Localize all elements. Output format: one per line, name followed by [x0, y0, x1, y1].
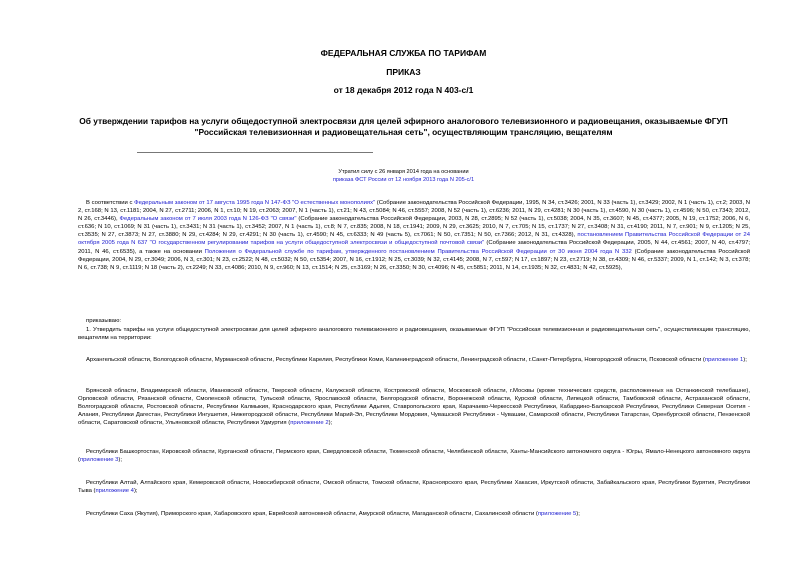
- region-tail-3: );: [118, 457, 122, 464]
- law-147-link[interactable]: Федеральным законом от 17 августа 1995 года N 147-ФЗ "О естественных монополиях": [134, 200, 376, 206]
- region-tail-2: );: [328, 420, 333, 427]
- appendix-2-link[interactable]: приложение 2: [290, 420, 329, 427]
- order-word: приказываю:: [86, 318, 122, 324]
- law-126-link[interactable]: Федеральным законом от 7 июля 2003 года N 126-ФЗ "О связи": [119, 216, 297, 223]
- doc-type: ПРИКАЗ: [386, 67, 421, 77]
- appendix-4-link[interactable]: приложение 4: [95, 488, 134, 495]
- lost-force-note: [0, 168, 807, 184]
- region-text-2: Брянской области, Владимирской области, Ивановской области, Тверской области, Калужской области, Костромской области, Московской области, г.Москвы (кроме технических средств, расположенных на Останкинской телебашне), Орловской области, Рязанской области, Смоленской области, Тульской области, Ярославской области, Белгородской области, Воронежской области, Курской области, Липецкой области, Тамбовской области, Астраханской области, Волгоградской области, Ростовской области, Республики Калмыкия, Краснодарского края, Республики Адыгея, Ставропольского края, Карачаево-Черкесской Республики, Кабардино-Балкарской Республики, Республики Северная Осетия - Алания, Республики Дагестан, Республики Ингушетия, Нижегородской области, Республики Марий-Эл, Республики Мордовия, Чувашской Республики - Чувашии, Самарской области, Республики Татарстан, Оренбургской области, Пензенской области, Саратовской области, Ульяновской области, Республики Удмуртия (: [78, 388, 750, 427]
- doc-date-number: от 18 декабря 2012 года N 403-с/1: [333, 85, 474, 95]
- region-text-5: Республики Саха (Якутия), Приморского края, Хабаровского края, Еврейской автономной области, Амурской области, Магаданской области, Сахалинской области (: [86, 511, 538, 517]
- lost-force-link[interactable]: приказа ФСТ России от 12 ноября 2013 года N 205-с/1: [332, 177, 475, 183]
- appendix-5-link[interactable]: приложение 5: [537, 511, 577, 517]
- region-tail-5: );: [576, 511, 580, 517]
- agency-name: ФЕДЕРАЛЬНАЯ СЛУЖБА ПО ТАРИФАМ: [320, 48, 487, 58]
- item-1: 1. Утвердить тарифы на услуги общедоступной электросвязи для целей эфирного аналогового телевизионного и радиовещания, оказываемые ФГУП "Российская телевизионная и радиовещательная сеть", осуществляющим трансляцию, вещателям на территории:: [78, 327, 750, 342]
- region-tail-4: );: [133, 488, 138, 495]
- resolution-637-link[interactable]: постановлением Правительства Российской Федерации от 24 октября 2005 года N 637 "О государственном регулировании тарифов на услуги общедоступной электросвязи и общедоступной почтовой связи": [78, 232, 750, 247]
- appendix-3-link[interactable]: приложение 3: [79, 457, 119, 464]
- region-text-3: Республики Башкортостан, Кировской области, Курганской области, Пермского края, Свердловской области, Тюменской области, Челябинской области, Ханты-Мансийского автономного округа - Югры, Ямало-Ненецкого автономного округа (: [78, 449, 750, 464]
- region-text-4: Республики Алтай, Алтайского края, Кемеровской области, Новосибирской области, Омской области, Томской области, Красноярского края, Республики Хакасия, Иркутской области, Забайкальского края, Республики Бурятия, Республики Тыва (: [78, 480, 750, 495]
- region-paragraph-2: [78, 387, 750, 427]
- preamble-text-4: (Собрание законодательства Российской Федерации, 2005, N 44, ст.4561; 2007, N 40, ст.4797; 2011, N 46, ст.6535), а также на основании: [78, 240, 750, 255]
- region-paragraph-4: [78, 479, 750, 495]
- lost-force-text: Утратил силу с 26 января 2014 года на основании: [338, 169, 469, 175]
- preamble-text-5: (Собрание законодательства Российской Федерации, 2004, N 29, ст.3049; 2006, N 3, ст.301; N 23, ст.2522; N 48, ст.5032; N 50, ст.5354; 2007, N 16, ст.1912; N 25, ст.3039; N 32, ст.4145; 2008, N 7, ст.597; N 17, ст.1897; N 23, ст.2719; N 38, ст.4309; N 46, ст.5337; 2009, N 1, ст.142; N 3, ст.378; N 6, ст.738; N 9, ст.1119; N 18 (часть 2), ст.2249; N 33, ст.4086; 2010, N 9, ст.960; N 13, ст.1514; N 25, ст.3169; N 26, ст.3350; N 30, ст.4096; N 45, ст.5851; 2011, N 14, ст.1935; N 32, ст.4831; N 42, ст.5925),: [78, 248, 750, 271]
- appendix-1-link[interactable]: приложение 1: [704, 357, 744, 363]
- preamble-text-2: (Собрание законодательства Российской Федерации, 1995, N 34, ст.3426; 2001, N 33 (часть 1), ст.3429; 2002, N 1 (часть 1), ст.2; 2003, N 2, ст.168; N 13, ст.1181; 2004, N 27, ст.2711; 2006, N 1, ст.10; N 19, ст.2063; 2007, N 1 (часть 1), ст.21; N 43, ст.5084; N 46, ст.5557; 2008, N 52 (часть 1), ст.6236; 2011, N 29, ст.4281; N 30 (часть 1), ст.4590, N 30 (часть 1), ст.4596; N 50, ст.7343; 2012, N 26, ст.3446),: [78, 200, 750, 223]
- preamble-paragraph: [78, 199, 750, 272]
- doc-title: [50, 116, 757, 138]
- region-paragraph-5: [78, 510, 750, 518]
- region-paragraph-3: [78, 448, 750, 464]
- region-tail-1: );: [743, 357, 747, 363]
- preamble-text-1: В соответствии с: [86, 200, 135, 206]
- region-text-1: Архангельской области, Вологодской области, Мурманской области, Республики Карелия, Республики Коми, Калининградской области, Ленинградской области, г.Санкт-Петербурга, Новгородской области, Псковской области (: [86, 357, 705, 363]
- doc-title-line1: Об утверждении тарифов на услуги общедоступной электросвязи для целей эфирного аналогового телевизионного и радиовещания, оказываемые ФГУП: [79, 116, 728, 126]
- doc-title-line2: "Российская телевизионная и радиовещательная сеть", осуществляющим трансляцию, вещателям: [194, 127, 613, 137]
- title-divider: [137, 152, 373, 153]
- region-paragraph-1: [78, 356, 750, 364]
- preamble-text-3: (Собрание законодательства Российской Федерации, 2003, N 28, ст.2895; N 52 (часть 1), ст.5038; 2004, N 35, ст.3607; N 45, ст.4377; 2005, N 19, ст.1752; 2006, N 6, ст.636; N 10, ст.1069; N 31 (часть 1), ст.3431; N 31 (часть 1), ст.3452; 2007, N 1 (часть 1), ст.8; N 7, ст.835; 2008, N 18, ст.1941; 2009, N 29, ст.3625; 2010, N 7, ст.705; N 15, ст.1737; N 27, ст.3408; N 31, ст.4190; 2011, N 7, ст.901; N 9, ст.1205; N 25, ст.3535; N 27, ст.3873; N 27, ст.3880; N 29, ст.4284; N 29, ст.4291; N 30 (часть 1), ст.4590; N 45, ст.6333; N 49 (часть 5), ст.7061; N 50, ст.7351; N 50, ст.7366; 2012, N 31, ст.4328),: [78, 216, 751, 239]
- regulation-332-link[interactable]: Положения о Федеральной службе по тарифам, утвержденного постановлением Правительства Российской Федерации от 30 июня 2004 года N 332: [204, 248, 632, 255]
